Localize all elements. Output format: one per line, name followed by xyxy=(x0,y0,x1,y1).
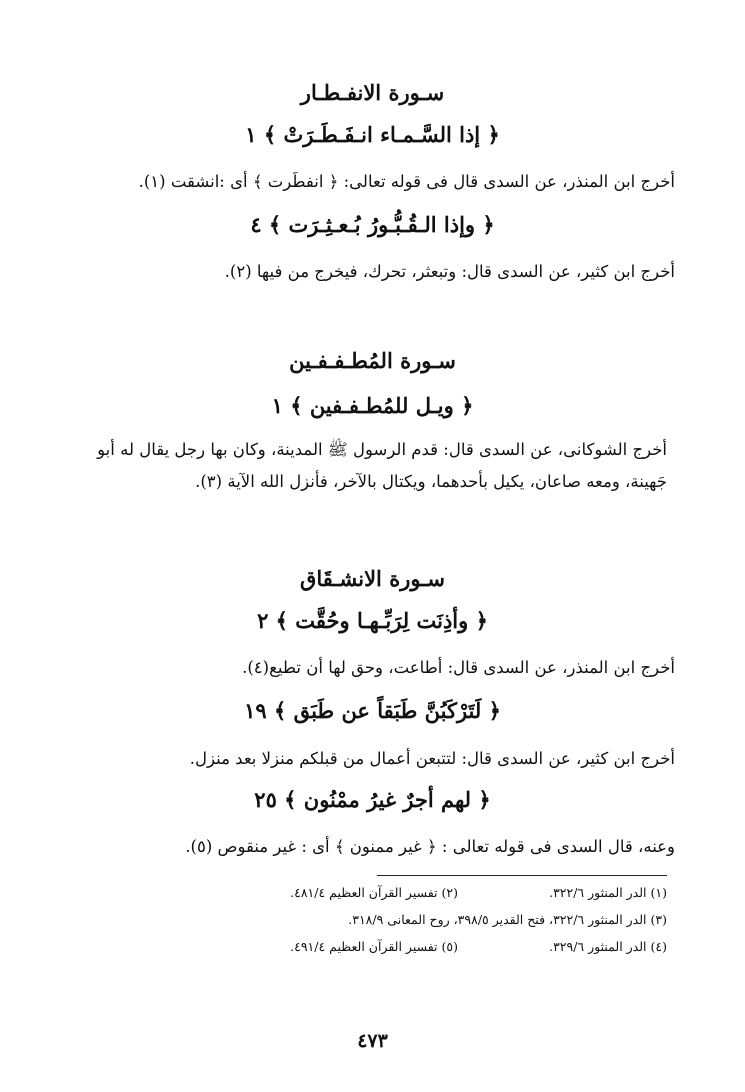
verse-heading: ﴿ لَتَرْكَبُنَّ طَبَقاً عن طَبَق ﴾ ١٩ xyxy=(244,698,501,723)
footnote-row xyxy=(60,939,667,954)
footnote-divider xyxy=(377,875,667,876)
commentary-paragraph: أخرج الشوكانى، عن السدى قال: قدم الرسول ﷺ المدينة، وكان بها رجل يقال له أبو جَهينة، ومعه صاعان، يكيل بأحدهما، ويكتال بالآخر، فأنزل الله الآية (٣). xyxy=(97,440,667,491)
footnote: (٥) تفسير القرآن العظيم ٤٩١/٤. xyxy=(290,939,459,954)
surah-title-mutaffifin: سـورة المُطـفـفـين xyxy=(289,348,456,373)
commentary-paragraph: أخرج ابن المنذر، عن السدى قال فى قوله تعالى: ﴿ انفطَرت ﴾ أى :انشقت (١). xyxy=(138,172,675,191)
surah-title-infitar: سـورة الانفـطـار xyxy=(300,80,445,105)
commentary-paragraph: أخرج ابن المنذر، عن السدى قال: أطاعت، وحق لها أن تطيع(٤). xyxy=(242,658,675,677)
page-number: ٤٧٣ xyxy=(357,1030,388,1052)
footnote: (٤) الدر المنثور ٣٢٩/٦. xyxy=(549,939,667,954)
footnote: (٣) الدر المنثور ٣٢٢/٦، فتح القدير ٣٩٨/٥، روح المعانى ٣١٨/٩. xyxy=(348,912,667,927)
verse-heading: ﴿ لهم أجرٌ غيرُ ممْنُون ﴾ ٢٥ xyxy=(254,787,491,812)
surah-title-inshiqaq: سـورة الانشـقَاق xyxy=(300,566,445,591)
footnote: (٢) تفسير القرآن العظيم ٤٨١/٤. xyxy=(290,885,459,900)
commentary-paragraph: وعنه، قال السدى فى قوله تعالى : ﴿ غير ممنون ﴾ أى : غير منقوص (٥). xyxy=(185,837,675,856)
verse-heading: ﴿ وأذِنَت لِرَبِّـهـا وحُقَّت ﴾ ٢ xyxy=(257,608,488,633)
footnote-row xyxy=(60,885,667,900)
verse-heading: ﴿ وإذا الـقُـبُّـورُ بُـعـثِـرَت ﴾ ٤ xyxy=(250,212,495,237)
commentary-paragraph: أخرج ابن كثير، عن السدى قال: لتتبعن أعمال من قبلكم منزلا بعد منزل. xyxy=(189,749,675,768)
footnote-row xyxy=(60,912,667,927)
commentary-paragraph: أخرج ابن كثير، عن السدى قال: وتبعثر، تحرك، فيخرج من فيها (٢). xyxy=(224,262,675,281)
verse-heading: ﴿ ويـل للمُطـفـفين ﴾ ١ xyxy=(271,393,474,418)
verse-heading: ﴿ إذا السَّـمـاء انـفَـطَـرَتْ ﴾ ١ xyxy=(245,122,500,147)
footnote: (١) الدر المنثور ٣٢٢/٦. xyxy=(549,885,667,900)
